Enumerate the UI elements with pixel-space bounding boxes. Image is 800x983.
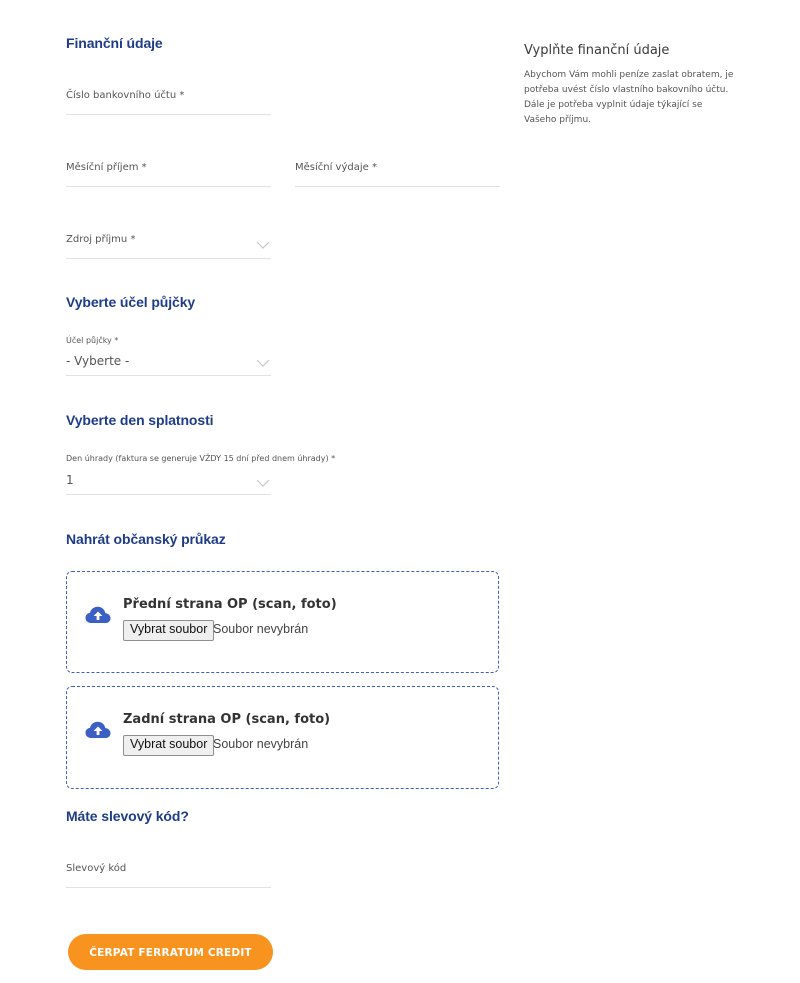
file-status: Soubor nevybrán — [213, 737, 309, 751]
upload-back-title: Zadní strana OP (scan, foto) — [123, 712, 331, 727]
sidebar-text: Abychom Vám mohli peníze zaslat obratem, je potřeba uvést číslo vlastního bakovního účtu. Dále je potřeba vyplnit údaje týkající se Vašeho příjmu. — [524, 70, 734, 125]
payment-day-value: 1 — [66, 473, 74, 487]
cloud-upload-icon — [85, 606, 111, 624]
monthly-income-field[interactable] — [66, 160, 271, 187]
income-source-label: Zdroj příjmu * — [66, 234, 136, 245]
section-title-purpose: Vyberte účel půjčky — [66, 294, 196, 310]
cloud-upload-icon — [85, 721, 111, 739]
section-title-id-upload: Nahrát občanský průkaz — [66, 531, 226, 547]
monthly-expenses-label: Měsíční výdaje * — [295, 162, 377, 173]
payment-day-label: Den úhrady (faktura se generuje VŽDY 15 dní před dnem úhrady) * — [66, 454, 336, 463]
discount-code-field[interactable] — [66, 861, 271, 888]
upload-back-dropzone[interactable] — [66, 686, 499, 789]
upload-front-title: Přední strana OP (scan, foto) — [123, 597, 337, 612]
chevron-down-icon — [256, 241, 270, 249]
chevron-down-icon — [256, 359, 270, 367]
bank-account-label: Číslo bankovního účtu * — [66, 90, 185, 101]
section-title-due: Vyberte den splatnosti — [66, 412, 214, 428]
upload-front-dropzone[interactable] — [66, 571, 499, 673]
submit-credit-button[interactable]: ČERPAT FERRATUM CREDIT — [68, 934, 273, 970]
sidebar-title: Vyplňte finanční údaje — [524, 43, 670, 58]
section-title-financial: Finanční údaje — [66, 35, 163, 51]
file-status: Soubor nevybrán — [213, 622, 309, 636]
monthly-income-label: Měsíční příjem * — [66, 162, 147, 173]
loan-purpose-select[interactable] — [66, 335, 271, 376]
choose-file-button[interactable]: Vybrat soubor — [123, 620, 214, 641]
choose-file-button[interactable]: Vybrat soubor — [123, 735, 214, 756]
loan-purpose-label: Účel půjčky * — [66, 336, 119, 345]
payment-day-select[interactable] — [66, 453, 336, 495]
chevron-down-icon — [256, 479, 270, 487]
discount-code-label: Slevový kód — [66, 863, 127, 874]
loan-purpose-value: - Vyberte - — [66, 354, 130, 368]
monthly-expenses-field[interactable] — [295, 160, 500, 187]
section-title-discount: Máte slevový kód? — [66, 808, 189, 824]
bank-account-field[interactable] — [66, 88, 271, 115]
income-source-select[interactable] — [66, 232, 271, 259]
